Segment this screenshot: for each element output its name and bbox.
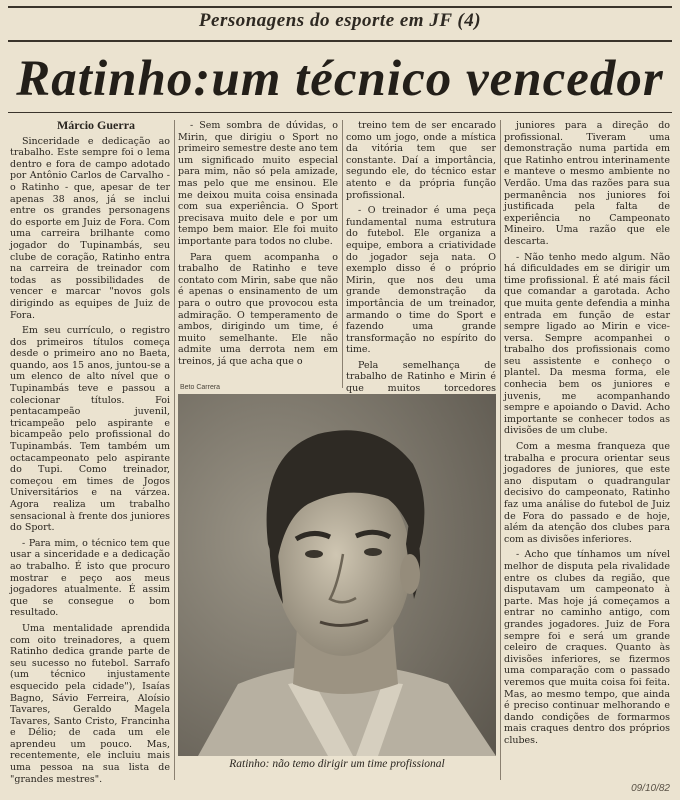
byline: Márcio Guerra [56,118,136,132]
headline: Ratinho:um técnico vencedor [16,51,664,107]
paragraph: treino tem de ser encarado como um jogo, onde a mística da vitória tem que ser constante. Daí a importância, segundo ele, do técnico estar atento e da própria função profissional. [346,120,496,201]
paragraph: Para quem acompanha o trabalho de Ratinho e teve contato com Mirin, sabe que não é apenas o ensinamento de um para o outro que provocou esta admiração. O temperamento de ambos, dirigindo um time, é muito semelhante. Ele não admite uma derrota nem em treinos, já que acha que o [178,251,338,367]
headline-rule [8,112,672,113]
paragraph: Pela semelhança de trabalho de Ratinho e Mirin é que muitos torcedores [346,359,496,395]
series-title: Personagens do esporte em JF (4) [198,10,482,31]
column-1 [10,118,170,785]
paragraph: - Para mim, o técnico tem que usar a sinceridade e a dedicação ao trabalho. É isto que procuro mostrar e peço aos meus jogadores atualmente. É assim que se consegue o bom resultado. [10,537,170,619]
series-rule [8,40,672,42]
column-3 [346,120,496,395]
paragraph: Sinceridade e dedicação ao trabalho. Este sempre foi o lema dentro e fora de campo adotado por Antônio Carlos de Carvalho - o Ratinho - que, apesar de ter apenas 38 anos, já se inclui entre os grandes personagens do esporte em Juiz de Fora. Com uma carreira brilhante como jogador do Tupinambás, seu clube de coração, Ratinho entra na carreira de treinador com todas as possibilidades de vencer e marcar "novos gols dirigindo as equipes de Juiz de Fora. [10,135,170,321]
portrait-illustration [178,394,496,756]
paragraph: - Sem sombra de dúvidas, o Mirin, que dirigiu o Sport no primeiro semestre deste ano tem um significado muito especial para mim, não só pela amizade, mas pelo que me ensinou. Ele me deixou muita coisa ensinada com sua experiência. O Sport precisava muito dele e por um tempo bem maior. Ele foi muito importante para todos no clube. [178,120,338,247]
photo-caption: Ratinho: não temo dirigir um time profissional [229,758,445,770]
column-rule [342,120,343,388]
column-2 [178,120,338,388]
paragraph: Com a mesma franqueza que trabalha e procura orientar seus jogadores de juniores, que este ano disputam o quadrangular decisivo do campeonato, Ratinho faz uma análise do futebol de Juiz de Fora do passado e de hoje, além da atenção dos clubes para com as divisões inferiores. [504,441,670,545]
paragraph: juniores para a direção do profissional. Tiveram uma demonstração numa partida em que Ratinho entrou interinamente e manteve o mesmo ambiente no Verdão. Uma das razões para sua permanência nos juniores foi justificada pela falta de experiência no Campeonato Mineiro. Uma razão que ele descarta. [504,120,670,247]
paragraph: - Acho que tínhamos um nível melhor de disputa pela rivalidade entre os clubes da região, que disputavam um campeonato à parte. Mas hoje já começamos a entrar no caminho antigo, com grandes jogadores. Juiz de Fora sempre foi e será um grande celeiro de craques. Quanto às divisões inferiores, se fizermos uma comparação com o passado veremos que muita coisa foi feita. Mas, ao mesmo tempo, que ainda é preciso continuar melhorando e dando condições de formarmos mais craques dentro dos próprios clubes. [504,549,670,746]
column-4 [504,120,670,780]
top-rule [8,6,672,8]
handwritten-date: 09/10/82 [631,783,670,794]
paragraph: - Não tenho medo algum. Não há dificuldades em se dirigir um time profissional. É até mais fácil que comandar a garotada. Acho que muita gente defendia a minha entrada em função de estar sempre ligado ao Mirin e vice-versa. Sempre acompanhei o trabalho dos profissionais como seu assistente e conheço o plantel. Da mesma forma, ele conhecia bem os juniores e juvenis, me acompanhando sempre e apoiando o David. Acho importante se conhecer todos as divisões de um clube. [504,251,670,437]
paragraph: - O treinador é uma peça fundamental numa estrutura do futebol. Ele organiza a equipe, embora a criatividade do jogador seja nata. O exemplo disso é o próprio Mirin, que nos deu uma grande demonstração da importância de um treinador, armando o time do Sport e fazendo uma grande transformação no espírito do time. [346,205,496,356]
column-rule [174,120,175,780]
portrait-photo [178,394,496,756]
paragraph: Em seu currículo, o registro dos primeiros títulos começa desde o primeiro ano no Baeta, quando, aos 15 anos, juntou-se a um elenco de alto nível que o Tupinambás teve e passou a colecionar títulos. Foi pentacampeão juvenil, tricampeão pelo aspirante e bicampeão pelo profissional do Tupinambás. Tem também um octacampeonato pelo aspirante do Tupi. Como treinador, começou em times de Jogos Universitários e na várzea. Agora realiza um trabalho sensacional à frente dos juniores do Sport. [10,325,170,534]
paragraph: Uma mentalidade aprendida com oito treinadores, a quem Ratinho dedica grande parte de seu sucesso no futebol. Sarrafo (um técnico injustamente esquecido pela cidade"), Isaías Bagno, Sávio Ferreira, Aloísio Tavares, Geraldo Magela Tavares, Santo Cristo, Francinha e Délio; de cada um ele aprendeu um pouco. Mas, recentemente, ele incluiu mais uma pessoa na sua lista de "grandes mestres". [10,622,170,785]
photo-credit: Beto Carrera [180,384,221,391]
column-rule [500,120,501,780]
